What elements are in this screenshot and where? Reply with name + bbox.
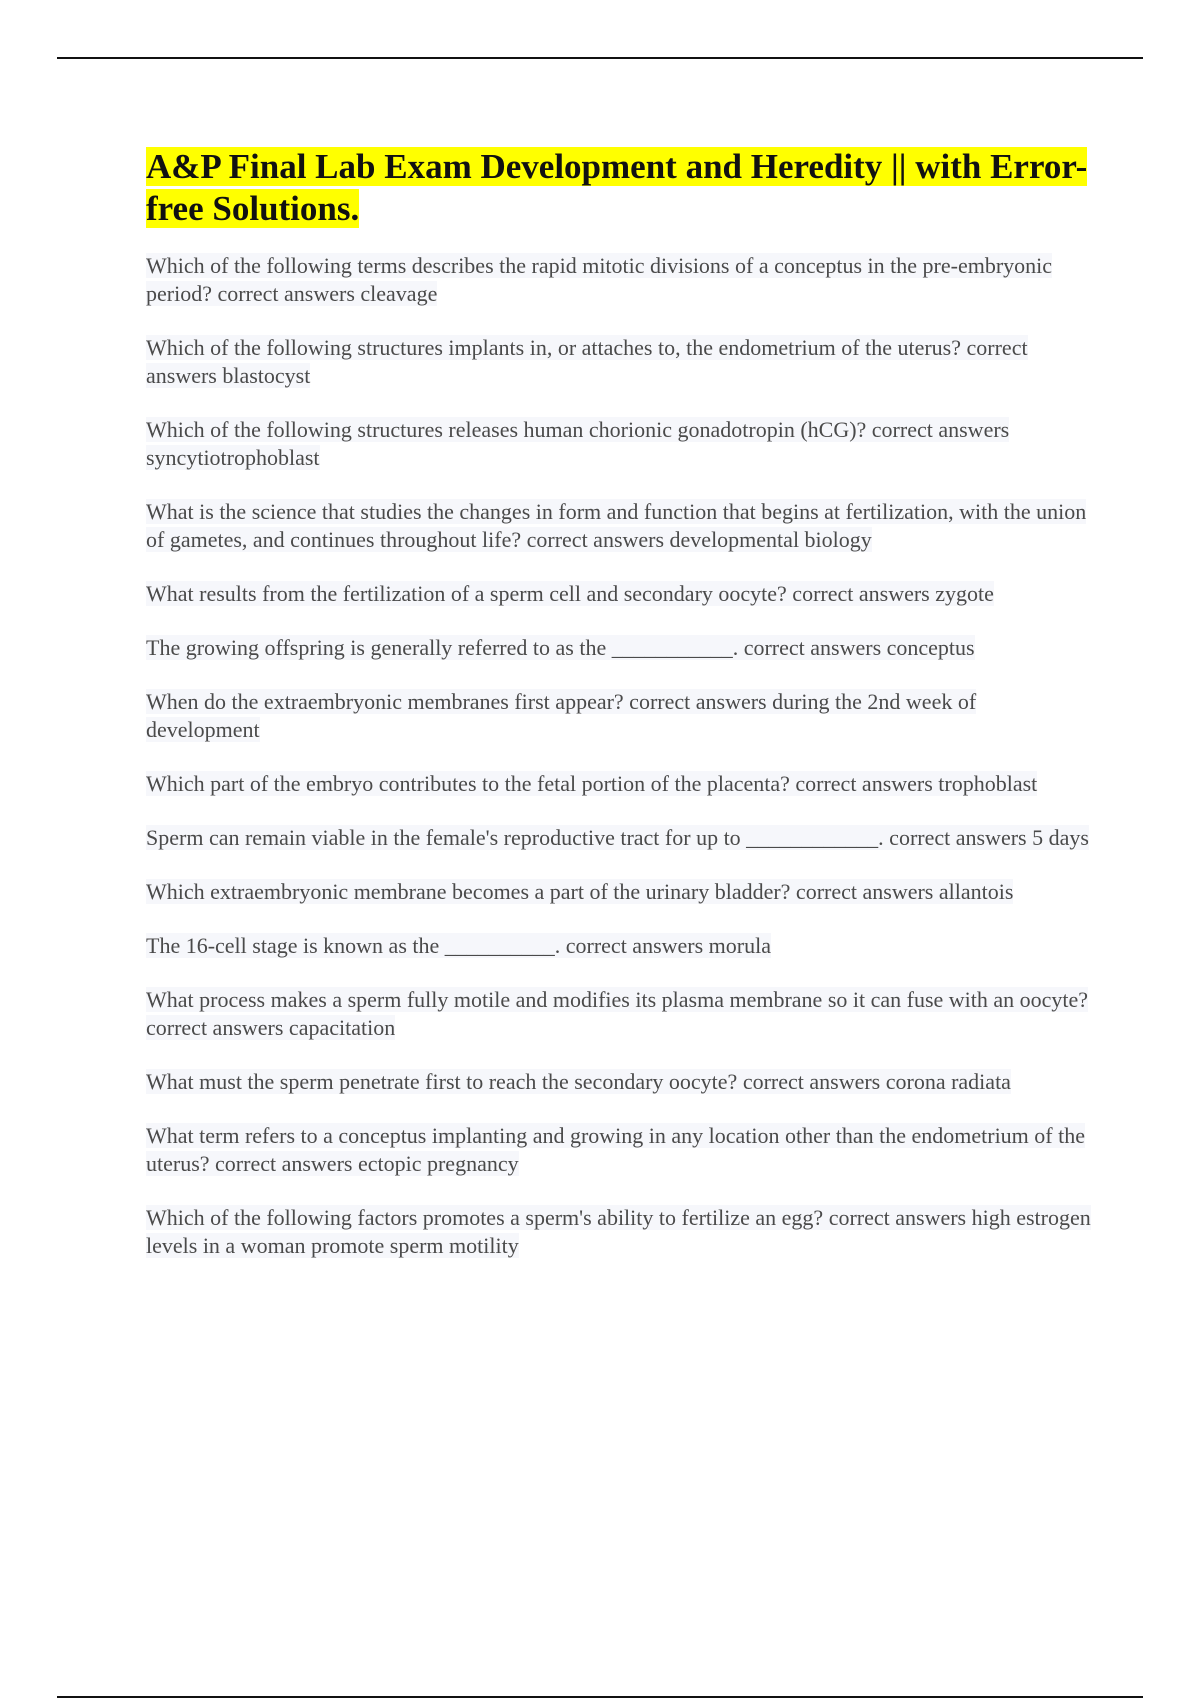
qa-item (146, 932, 1094, 960)
qa-text: Which part of the embryo contributes to the fetal portion of the placenta? correct answers trophoblast (146, 771, 1038, 796)
document-title (146, 146, 1094, 230)
qa-item (146, 986, 1094, 1042)
qa-item (146, 580, 1094, 608)
qa-item (146, 878, 1094, 906)
qa-item (146, 1122, 1094, 1178)
qa-item (146, 770, 1094, 798)
document-body (146, 146, 1094, 1286)
qa-text: What is the science that studies the changes in form and function that begins at fertilization, with the union of gametes, and continues throughout life? correct answers developmental biology (146, 499, 1087, 552)
qa-item (146, 634, 1094, 662)
qa-text: The 16-cell stage is known as the __________. correct answers morula (146, 933, 771, 958)
qa-list (146, 252, 1094, 1260)
qa-item (146, 824, 1094, 852)
qa-item (146, 252, 1094, 308)
qa-text: Which of the following structures releases human chorionic gonadotropin (hCG)? correct answers syncytiotrophoblast (146, 417, 1010, 470)
top-rule (57, 57, 1143, 59)
qa-item (146, 688, 1094, 744)
qa-item (146, 1068, 1094, 1096)
qa-text: Which of the following terms describes the rapid mitotic divisions of a conceptus in the pre-embryonic period? correct answers cleavage (146, 253, 1053, 306)
qa-text: When do the extraembryonic membranes first appear? correct answers during the 2nd week of development (146, 689, 977, 742)
qa-item (146, 334, 1094, 390)
qa-text: Which extraembryonic membrane becomes a part of the urinary bladder? correct answers allantois (146, 879, 1014, 904)
qa-text: What must the sperm penetrate first to reach the secondary oocyte? correct answers corona radiata (146, 1069, 1011, 1094)
bottom-rule (57, 1696, 1143, 1698)
qa-text: What term refers to a conceptus implanting and growing in any location other than the endometrium of the uterus? correct answers ectopic pregnancy (146, 1123, 1085, 1176)
qa-item (146, 416, 1094, 472)
qa-text: The growing offspring is generally referred to as the ___________. correct answers conceptus (146, 635, 975, 660)
qa-text: Sperm can remain viable in the female's reproductive tract for up to ____________. correct answers 5 days (146, 825, 1089, 850)
qa-text: Which of the following structures implants in, or attaches to, the endometrium of the uterus? correct answers blastocyst (146, 335, 1028, 388)
qa-item (146, 1204, 1094, 1260)
qa-item (146, 498, 1094, 554)
qa-text: What process makes a sperm fully motile and modifies its plasma membrane so it can fuse with an oocyte? correct answers capacitation (146, 987, 1089, 1040)
qa-text: Which of the following factors promotes a sperm's ability to fertilize an egg? correct answers high estrogen levels in a woman promote sperm motility (146, 1205, 1091, 1258)
document-title-text: A&P Final Lab Exam Development and Heredity || with Error-free Solutions. (146, 147, 1088, 228)
qa-text: What results from the fertilization of a sperm cell and secondary oocyte? correct answers zygote (146, 581, 994, 606)
